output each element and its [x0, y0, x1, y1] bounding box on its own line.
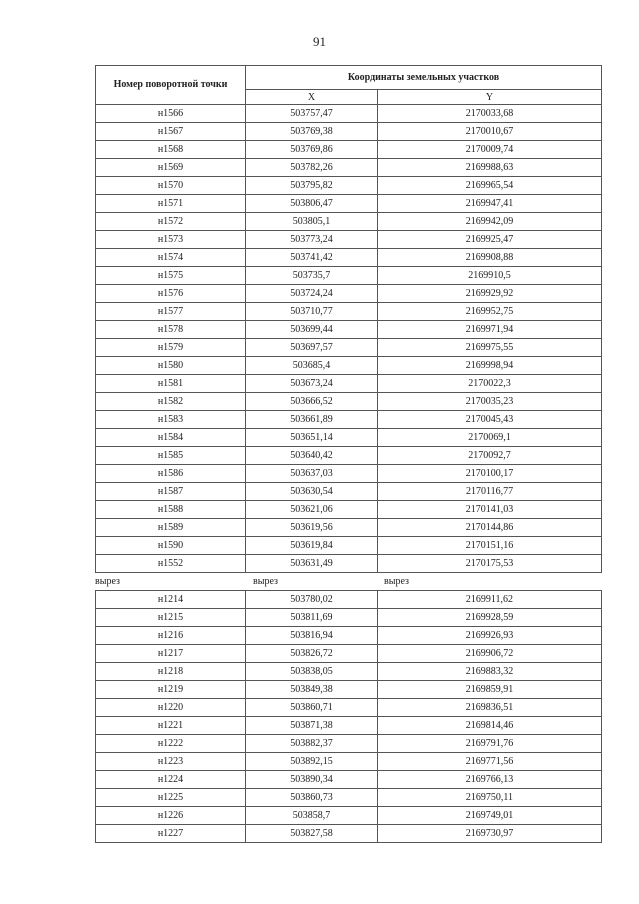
point-number-cell: н1223 [96, 753, 246, 771]
x-coordinate-cell: 503741,42 [246, 249, 378, 267]
y-coordinate-cell: 2169883,32 [378, 663, 602, 681]
point-number-cell: н1590 [96, 537, 246, 555]
table-row [96, 663, 602, 681]
y-coordinate-cell: 2170141,03 [378, 501, 602, 519]
point-number-cell: н1214 [96, 591, 246, 609]
y-coordinate-cell: 2169766,13 [378, 771, 602, 789]
table-row [96, 555, 602, 573]
point-number-cell: н1582 [96, 393, 246, 411]
point-number-cell: н1574 [96, 249, 246, 267]
table-row [96, 519, 602, 537]
point-number-cell: н1225 [96, 789, 246, 807]
y-coordinate-cell: 2169859,91 [378, 681, 602, 699]
table-row [96, 123, 602, 141]
y-coordinate-cell: 2170010,67 [378, 123, 602, 141]
point-number-cell: н1577 [96, 303, 246, 321]
table-row [96, 825, 602, 843]
y-coordinate-cell: 2170033,68 [378, 105, 602, 123]
table-row [96, 393, 602, 411]
table-row [96, 717, 602, 735]
y-coordinate-cell: 2169965,54 [378, 177, 602, 195]
point-number-cell: н1586 [96, 465, 246, 483]
y-coordinate-cell: 2169906,72 [378, 645, 602, 663]
point-number-cell: н1219 [96, 681, 246, 699]
x-coordinate-cell: 503811,69 [246, 609, 378, 627]
x-coordinate-cell: 503890,34 [246, 771, 378, 789]
point-number-cell: н1575 [96, 267, 246, 285]
y-coordinate-cell: 2170022,3 [378, 375, 602, 393]
y-coordinate-cell: 2169998,94 [378, 357, 602, 375]
x-coordinate-cell: 503685,4 [246, 357, 378, 375]
x-coordinate-cell: 503827,58 [246, 825, 378, 843]
y-coordinate-cell: 2169928,59 [378, 609, 602, 627]
x-coordinate-cell: 503871,38 [246, 717, 378, 735]
table-row [96, 267, 602, 285]
x-coordinate-cell: 503735,7 [246, 267, 378, 285]
table-row [96, 411, 602, 429]
page-number: 91 [313, 34, 326, 49]
y-coordinate-cell: 2169791,76 [378, 735, 602, 753]
x-coordinate-cell: 503860,71 [246, 699, 378, 717]
x-coordinate-cell: 503769,86 [246, 141, 378, 159]
point-number-cell: н1220 [96, 699, 246, 717]
point-number-cell: н1578 [96, 321, 246, 339]
y-coordinate-cell: 2170175,53 [378, 555, 602, 573]
table-row [96, 591, 602, 609]
coordinates-header: Координаты земельных участков [246, 66, 602, 90]
y-coordinate-cell: 2169988,63 [378, 159, 602, 177]
table-row [96, 159, 602, 177]
y-coordinate-cell: 2169750,11 [378, 789, 602, 807]
table-row [96, 447, 602, 465]
point-number-cell: н1218 [96, 663, 246, 681]
y-coordinate-cell: 2169908,88 [378, 249, 602, 267]
point-number-cell: н1587 [96, 483, 246, 501]
x-coordinate-cell: 503724,24 [246, 285, 378, 303]
table-row [96, 699, 602, 717]
table-row [96, 357, 602, 375]
table-row [96, 141, 602, 159]
point-number-cell: н1588 [96, 501, 246, 519]
y-coordinate-cell: 2169911,62 [378, 591, 602, 609]
table-row [96, 105, 602, 123]
y-coordinate-cell: 2169836,51 [378, 699, 602, 717]
table-row [96, 231, 602, 249]
table-row [96, 735, 602, 753]
point-number-cell: н1215 [96, 609, 246, 627]
point-number-cell: н1572 [96, 213, 246, 231]
point-number-cell: н1568 [96, 141, 246, 159]
table-row [96, 339, 602, 357]
cut-label: вырез [95, 576, 120, 587]
y-coordinate-cell: 2169730,97 [378, 825, 602, 843]
point-number-cell: н1569 [96, 159, 246, 177]
point-number-cell: н1222 [96, 735, 246, 753]
x-coordinate-cell: 503795,82 [246, 177, 378, 195]
x-coordinate-cell: 503773,24 [246, 231, 378, 249]
y-coordinate-cell: 2169771,56 [378, 753, 602, 771]
point-number-cell: н1221 [96, 717, 246, 735]
table-row [96, 645, 602, 663]
y-coordinate-cell: 2169926,93 [378, 627, 602, 645]
x-coordinate-cell: 503806,47 [246, 195, 378, 213]
table-row [96, 321, 602, 339]
point-number-cell: н1580 [96, 357, 246, 375]
y-coordinate-cell: 2170100,17 [378, 465, 602, 483]
table-row [96, 681, 602, 699]
x-coordinate-cell: 503630,54 [246, 483, 378, 501]
table-row [96, 627, 602, 645]
point-number-cell: н1573 [96, 231, 246, 249]
table-row [96, 537, 602, 555]
point-number-header: Номер поворотной точки [96, 66, 246, 105]
y-coordinate-cell: 2170045,43 [378, 411, 602, 429]
table-row [96, 285, 602, 303]
table-row [96, 609, 602, 627]
table-row [96, 807, 602, 825]
y-coordinate-cell: 2169947,41 [378, 195, 602, 213]
point-number-cell: н1576 [96, 285, 246, 303]
cut-coordinates-table [95, 590, 602, 843]
x-coordinate-cell: 503757,47 [246, 105, 378, 123]
cut-separator-row [95, 574, 601, 590]
point-number-cell: н1585 [96, 447, 246, 465]
table-row [96, 375, 602, 393]
x-coordinate-cell: 503826,72 [246, 645, 378, 663]
x-coordinate-cell: 503621,06 [246, 501, 378, 519]
table-row [96, 789, 602, 807]
x-coordinate-cell: 503805,1 [246, 213, 378, 231]
y-coordinate-cell: 2170035,23 [378, 393, 602, 411]
point-number-cell: н1226 [96, 807, 246, 825]
cut-label: вырез [384, 576, 409, 587]
y-coordinate-cell: 2170009,74 [378, 141, 602, 159]
x-coordinate-cell: 503637,03 [246, 465, 378, 483]
x-coordinate-cell: 503849,38 [246, 681, 378, 699]
table-row [96, 213, 602, 231]
y-coordinate-cell: 2170144,86 [378, 519, 602, 537]
main-table-body [96, 105, 602, 573]
y-coordinate-cell: 2170092,7 [378, 447, 602, 465]
table-row [96, 249, 602, 267]
x-coordinate-cell: 503619,56 [246, 519, 378, 537]
point-number-cell: н1583 [96, 411, 246, 429]
y-coordinate-cell: 2169749,01 [378, 807, 602, 825]
x-coordinate-cell: 503631,49 [246, 555, 378, 573]
x-coordinate-cell: 503666,52 [246, 393, 378, 411]
coordinates-table [95, 65, 602, 573]
table-row [96, 771, 602, 789]
point-number-cell: н1567 [96, 123, 246, 141]
y-coordinate-cell: 2169929,92 [378, 285, 602, 303]
x-coordinate-cell: 503769,38 [246, 123, 378, 141]
table-row [96, 753, 602, 771]
table-row [96, 465, 602, 483]
x-coordinate-cell: 503838,05 [246, 663, 378, 681]
table-row [96, 483, 602, 501]
x-coordinate-cell: 503619,84 [246, 537, 378, 555]
x-coordinate-cell: 503661,89 [246, 411, 378, 429]
y-coordinate-cell: 2169942,09 [378, 213, 602, 231]
point-number-cell: н1566 [96, 105, 246, 123]
y-coordinate-cell: 2169925,47 [378, 231, 602, 249]
x-coordinate-cell: 503651,14 [246, 429, 378, 447]
point-number-cell: н1571 [96, 195, 246, 213]
point-number-cell: н1552 [96, 555, 246, 573]
y-coordinate-cell: 2169975,55 [378, 339, 602, 357]
y-coordinate-cell: 2169814,46 [378, 717, 602, 735]
y-coordinate-cell: 2170069,1 [378, 429, 602, 447]
x-coordinate-cell: 503892,15 [246, 753, 378, 771]
x-coordinate-cell: 503882,37 [246, 735, 378, 753]
point-number-cell: н1570 [96, 177, 246, 195]
point-number-cell: н1584 [96, 429, 246, 447]
table-row [96, 501, 602, 519]
y-coordinate-cell: 2169952,75 [378, 303, 602, 321]
point-number-cell: н1581 [96, 375, 246, 393]
point-number-cell: н1227 [96, 825, 246, 843]
x-coordinate-cell: 503640,42 [246, 447, 378, 465]
x-coordinate-cell: 503697,57 [246, 339, 378, 357]
x-coordinate-cell: 503710,77 [246, 303, 378, 321]
x-coordinate-cell: 503816,94 [246, 627, 378, 645]
cut-label: вырез [253, 576, 278, 587]
x-coordinate-cell: 503860,73 [246, 789, 378, 807]
x-coordinate-cell: 503780,02 [246, 591, 378, 609]
y-coordinate-cell: 2169910,5 [378, 267, 602, 285]
cut-table-body [96, 591, 602, 843]
x-coordinate-cell: 503699,44 [246, 321, 378, 339]
point-number-cell: н1216 [96, 627, 246, 645]
table-row [96, 195, 602, 213]
x-column-header: X [246, 90, 378, 105]
point-number-cell: н1217 [96, 645, 246, 663]
table-row [96, 303, 602, 321]
y-coordinate-cell: 2170151,16 [378, 537, 602, 555]
point-number-cell: н1589 [96, 519, 246, 537]
y-coordinate-cell: 2169971,94 [378, 321, 602, 339]
x-coordinate-cell: 503673,24 [246, 375, 378, 393]
x-coordinate-cell: 503858,7 [246, 807, 378, 825]
x-coordinate-cell: 503782,26 [246, 159, 378, 177]
y-coordinate-cell: 2170116,77 [378, 483, 602, 501]
table-row [96, 429, 602, 447]
table-row [96, 177, 602, 195]
y-column-header: Y [378, 90, 602, 105]
point-number-cell: н1224 [96, 771, 246, 789]
point-number-cell: н1579 [96, 339, 246, 357]
